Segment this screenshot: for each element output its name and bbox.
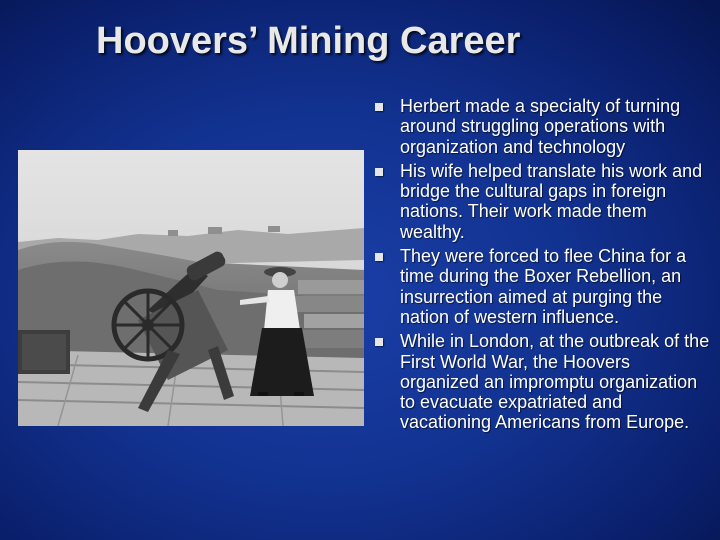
bullet-item [372, 161, 712, 242]
bullet-text: Herbert made a specialty of turning around struggling operations with organization and technology [400, 96, 681, 157]
square-bullet-icon [375, 253, 383, 261]
bullet-item [372, 96, 712, 157]
square-bullet-icon [375, 103, 383, 111]
bullet-item [372, 331, 712, 432]
square-bullet-icon [375, 338, 383, 346]
historical-photo [18, 150, 364, 426]
bullet-text: His wife helped translate his work and bridge the cultural gaps in foreign nations. Their work made them wealthy. [400, 160, 703, 242]
bullet-item [372, 246, 712, 327]
square-bullet-icon [375, 168, 383, 176]
bullet-list [372, 96, 712, 437]
bullet-text: They were forced to flee China for a time during the Boxer Rebellion, an insurrection aimed at purging the nation of western influence. [400, 246, 687, 327]
bullet-text: While in London, at the outbreak of the First World War, the Hoovers organized an impromptu organization to evacuate expatriated and vacationing Americans from Europe. [400, 331, 710, 433]
slide-title: Hoovers’ Mining Career [96, 20, 521, 62]
